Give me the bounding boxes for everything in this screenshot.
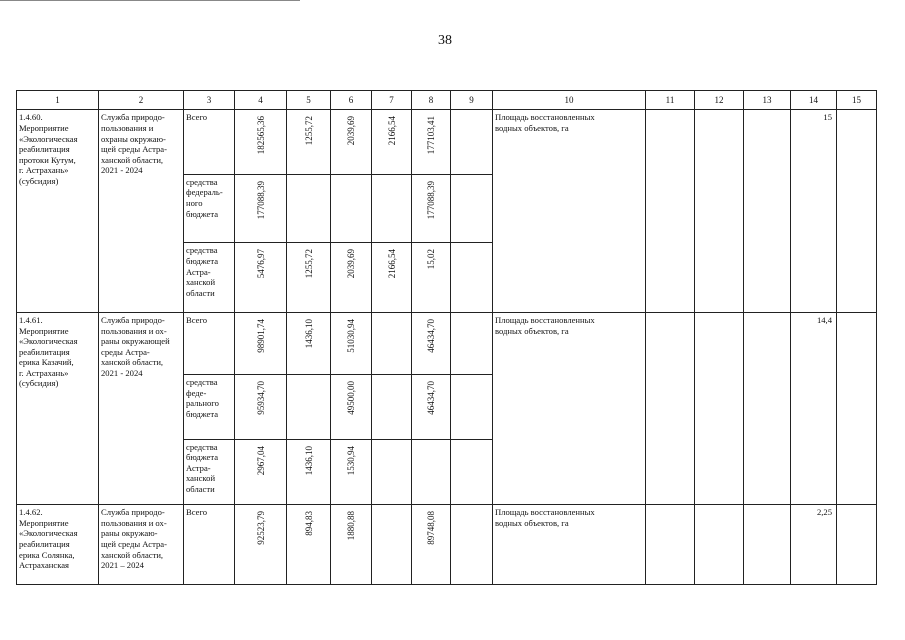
target-cell: 14,4	[791, 312, 837, 504]
value-cell	[372, 375, 412, 439]
col-header: 15	[837, 91, 877, 110]
value-cell: 51030,94	[331, 312, 372, 374]
value-cell: 98901,74	[235, 312, 287, 374]
value-cell: 2166,54	[372, 243, 412, 313]
col-header: 13	[744, 91, 791, 110]
executor-cell: Служба природо- пользования и ох- раны окружающей среды Астра- ханской области, 2021 - 2024	[99, 312, 184, 504]
empty-cell	[837, 312, 877, 504]
value-cell: 177088,39	[412, 174, 451, 243]
empty-cell	[451, 110, 493, 174]
target-cell: 2,25	[791, 505, 837, 585]
value-cell: 894,83	[287, 505, 331, 585]
empty-cell	[695, 505, 744, 585]
value-cell: 1880,88	[331, 505, 372, 585]
empty-cell	[451, 375, 493, 439]
empty-cell	[744, 312, 791, 504]
empty-cell	[837, 110, 877, 312]
col-header: 1	[17, 91, 99, 110]
col-header: 10	[493, 91, 646, 110]
col-header: 2	[99, 91, 184, 110]
target-cell: 15	[791, 110, 837, 312]
value-cell: 1436,10	[287, 312, 331, 374]
col-header: 3	[184, 91, 235, 110]
empty-cell	[451, 439, 493, 504]
value-cell: 1255,72	[287, 110, 331, 174]
value-cell	[331, 174, 372, 243]
source-label: средства бюджета Астра- ханской области	[184, 243, 235, 313]
indicator-cell: Площадь восстановленных водных объектов, га	[493, 110, 646, 312]
value-cell	[372, 312, 412, 374]
col-header: 7	[372, 91, 412, 110]
empty-cell	[646, 110, 695, 312]
value-cell	[287, 174, 331, 243]
col-header: 12	[695, 91, 744, 110]
header-row	[17, 91, 877, 110]
value-cell: 89748,08	[412, 505, 451, 585]
value-cell: 182565,36	[235, 110, 287, 174]
empty-cell	[837, 505, 877, 585]
value-cell: 46434,70	[412, 312, 451, 374]
table-row	[17, 110, 877, 174]
col-header: 6	[331, 91, 372, 110]
empty-cell	[451, 505, 493, 585]
executor-cell: Служба природо- пользования и ох- раны окружаю- щей среды Астра- ханской области, 2021 – 2024	[99, 505, 184, 585]
indicator-cell: Площадь восстановленных водных объектов, га	[493, 312, 646, 504]
empty-cell	[744, 110, 791, 312]
value-cell: 1255,72	[287, 243, 331, 313]
value-cell: 177088,39	[235, 174, 287, 243]
value-cell	[372, 439, 412, 504]
measure-cell: 1.4.60. Мероприятие «Экологическая реабилитация протоки Кутум, г. Астрахань» (субсидия)	[17, 110, 99, 312]
source-label: Всего	[184, 110, 235, 174]
indicator-cell: Площадь восстановленных водных объектов, га	[493, 505, 646, 585]
table-row	[17, 312, 877, 374]
value-cell: 2039,69	[331, 243, 372, 313]
measure-cell: 1.4.61. Мероприятие «Экологическая реабилитация ерика Казачий, г. Астрахань» (субсидия)	[17, 312, 99, 504]
col-header: 14	[791, 91, 837, 110]
value-cell: 95934,70	[235, 375, 287, 439]
col-header: 4	[235, 91, 287, 110]
empty-cell	[451, 174, 493, 243]
source-label: Всего	[184, 505, 235, 585]
table-row	[17, 505, 877, 585]
value-cell	[372, 174, 412, 243]
source-label: средства федераль- ного бюджета	[184, 174, 235, 243]
executor-cell: Служба природо- пользования и охраны окружаю- щей среды Астра- ханской области, 2021 - 2024	[99, 110, 184, 312]
value-cell	[412, 439, 451, 504]
value-cell: 177103,41	[412, 110, 451, 174]
col-header: 9	[451, 91, 493, 110]
empty-cell	[695, 110, 744, 312]
budget-table	[16, 90, 877, 585]
source-label: средства бюджета Астра- ханской области	[184, 439, 235, 504]
source-label: Всего	[184, 312, 235, 374]
page-number: 38	[438, 33, 452, 48]
value-cell: 46434,70	[412, 375, 451, 439]
col-header: 5	[287, 91, 331, 110]
value-cell: 1530,94	[331, 439, 372, 504]
empty-cell	[646, 505, 695, 585]
empty-cell	[695, 312, 744, 504]
value-cell	[372, 505, 412, 585]
empty-cell	[646, 312, 695, 504]
col-header: 8	[412, 91, 451, 110]
empty-cell	[451, 312, 493, 374]
value-cell: 15,02	[412, 243, 451, 313]
source-label: средства феде- рального бюджета	[184, 375, 235, 439]
empty-cell	[451, 243, 493, 313]
value-cell: 2039,69	[331, 110, 372, 174]
top-rule	[0, 0, 300, 1]
empty-cell	[744, 505, 791, 585]
value-cell: 2967,04	[235, 439, 287, 504]
value-cell: 5476,97	[235, 243, 287, 313]
measure-cell: 1.4.62. Мероприятие «Экологическая реабилитация ерика Солянка, Астраханская	[17, 505, 99, 585]
col-header: 11	[646, 91, 695, 110]
value-cell	[287, 375, 331, 439]
value-cell: 49500,00	[331, 375, 372, 439]
value-cell: 2166,54	[372, 110, 412, 174]
value-cell: 92523,79	[235, 505, 287, 585]
value-cell: 1436,10	[287, 439, 331, 504]
